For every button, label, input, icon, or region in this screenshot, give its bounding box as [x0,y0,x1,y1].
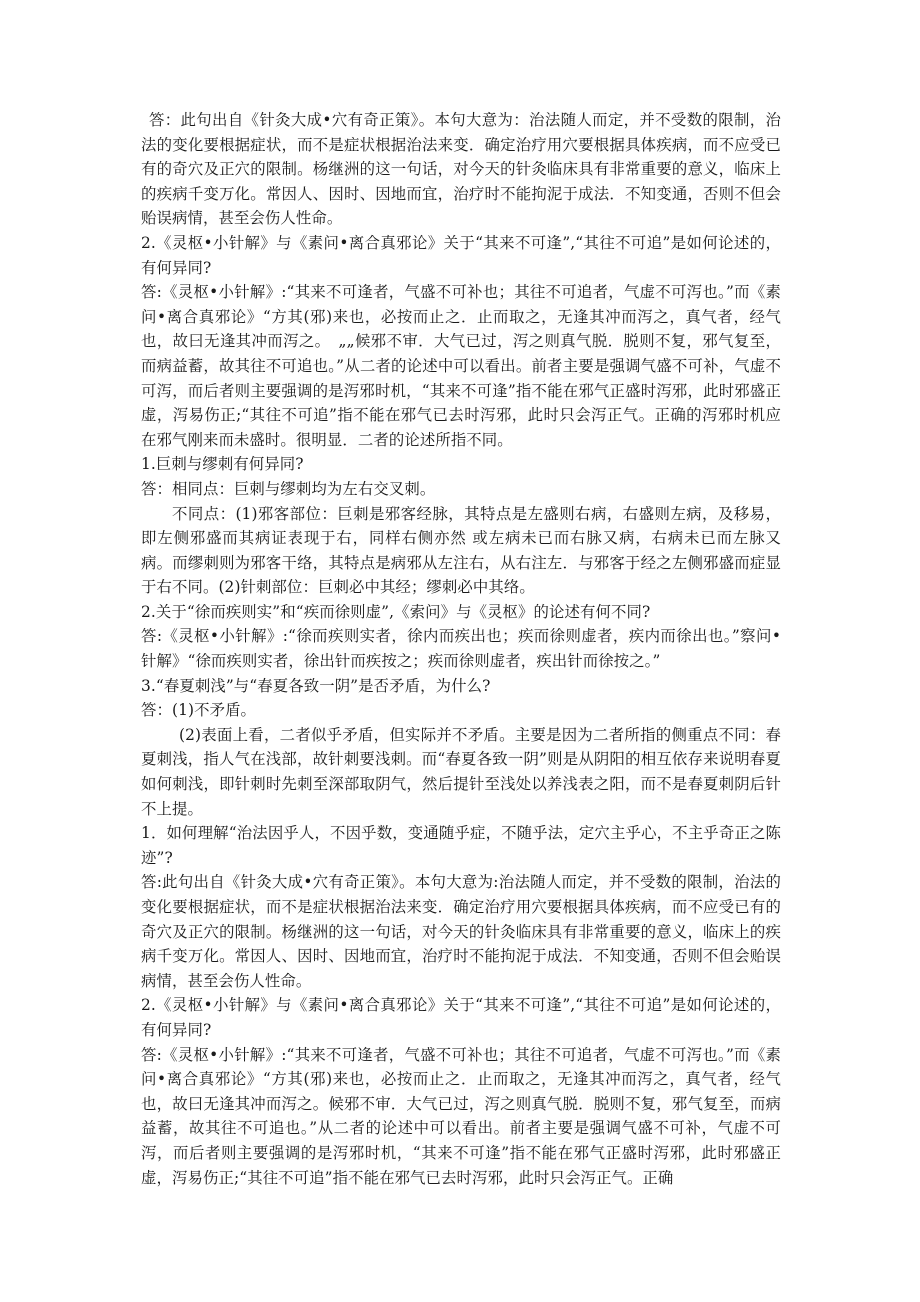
paragraph: 答:此句出自《针灸大成•穴有奇正策》。本句大意为:治法随人而定，并不受数的限制，治法的变化要根据症状，而不是症状根据治法来变．确定治疗用穴要根据具体疾病，而不应受已有的奇穴及正穴的限制。杨继洲的这一句话，对今天的针灸临床具有非常重要的意义，临床上的疾病千变万化。常因人、因时、因地而宜，治疗时不能拘泥于成法．不知变通，否则不但会贻误病情，甚至会伤人性命。 [141,873,781,990]
document-body [141,108,781,1190]
paragraph: 答:《灵枢•小针解》:“其来不可逢者，气盛不可补也；其往不可追者，气虚不可泻也。”而《素问•离合真邪论》“方其(邪)来也，必按而止之．止而取之，无逢其冲而泻之，真气者，经气也，故曰无逢其冲而泻之。 „„候邪不审．大气已过，泻之则真气脱．脱则不复，邪气复至，而病益蓄，故其往不可追也。”从二者的论述中可以看出。前者主要是强调气盛不可补，气虚不可泻，而后者则主要强调的是泻邪时机，“其来不可逢”指不能在邪气正盛时泻邪，此时邪盛正虚，泻易伤正;“其往不可追”指不能在邪气已去时泻邪，此时只会泻正气。正确的泻邪时机应在邪气刚来而未盛时。很明显．二者的论述所指不同。 [141,283,781,449]
paragraph: 答：相同点：巨刺与缪刺均为左右交叉刺。 [141,479,436,498]
paragraph: 不同点：(1)邪客部位：巨刺是邪客经脉，其特点是左盛则右病，右盛则左病，及移易，即左侧邪盛而其病证表现于右，同样右侧亦然 或左病未已而右脉又病，右病未已而左脉又病。而缪刺则为邪客干络，其特点是病邪从左注右，从右注左．与邪客于经之左侧邪盛而症显于右不同。(2)针刺部位：巨刺必中其经；缪刺必中其络。 [141,504,781,597]
paragraph: 2.《灵枢•小针解》与《素问•离合真邪论》关于“其来不可逢”,“其往不可追”是如何论述的，有何异同? [141,233,781,277]
paragraph: (2)表面上看，二者似乎矛盾，但实际并不矛盾。主要是因为二者所指的侧重点不同：春夏刺浅，指人气在浅部，故针刺要浅刺。而“春夏各致一阴”则是从阴阳的相互依存来说明春夏如何刺浅，即针刺时先刺至深部取阴气，然后提针至浅处以养浅表之阳，而不是春夏刺阴后针不上提。 [141,725,781,818]
paragraph: 3.“春夏刺浅”与“春夏各致一阴”是否矛盾，为什么? [141,676,491,695]
paragraph: 1．如何理解“治法因乎人，不因乎数，变通随乎症，不随乎法，定穴主乎心，不主乎奇正之陈迹”? [141,824,781,867]
paragraph: 答:《灵枢•小针解》:“其来不可逢者，气盛不可补也；其往不可追者，气虚不可泻也。”而《素问•离合真邪论》“方其(邪)来也，必按而止之．止而取之，无逢其冲而泻之，真气者，经气也，故曰无逢其冲而泻之。候邪不审．大气已过，泻之则真气脱．脱则不复，邪气复至，而病益蓄，故其往不可追也。”从二者的论述中可以看出。前者主要是强调气盛不可补，气虚不可泻，而后者则主要强调的是泻邪时机，“其来不可逢”指不能在邪气正盛时泻邪，此时邪盛正虚，泻易伤正;“其往不可追”指不能在邪气已去时泻邪，此时只会泻正气。正确 [141,1045,781,1187]
paragraph: 答：此句出自《针灸大成•穴有奇正策》。本句大意为：治法随人而定，并不受数的限制，治法的变化要根据症状，而不是症状根据治法来变．确定治疗用穴要根据具体疾病，而不应受已有的奇穴及正穴的限制。杨继洲的这一句话，对今天的针灸临床具有非常重要的意义，临床上的疾病千变万化。常因人、因时、因地而宜，治疗时不能拘泥于成法．不知变通，否则不但会贻误病情，甚至会伤人性命。 [141,111,781,228]
paragraph: 2.关于“徐而疾则实”和“疾而徐则虚”,《索问》与《灵枢》的论述有何不同? [141,602,651,621]
paragraph: 2.《灵枢•小针解》与《素问•离合真邪论》关于“其来不可逢”,“其往不可追”是如何论述的，有何异同? [141,996,781,1039]
paragraph: 1.巨刺与缪刺有何异同? [141,455,304,474]
paragraph: 答:《灵枢•小针解》:“徐而疾则实者，徐内而疾出也；疾而徐则虚者，疾内而徐出也。”察问•针解》“徐而疾则实者，徐出针而疾按之；疾而徐则虚者，疾出针而徐按之。” [141,627,781,671]
paragraph: 答：(1)不矛盾。 [141,701,257,720]
